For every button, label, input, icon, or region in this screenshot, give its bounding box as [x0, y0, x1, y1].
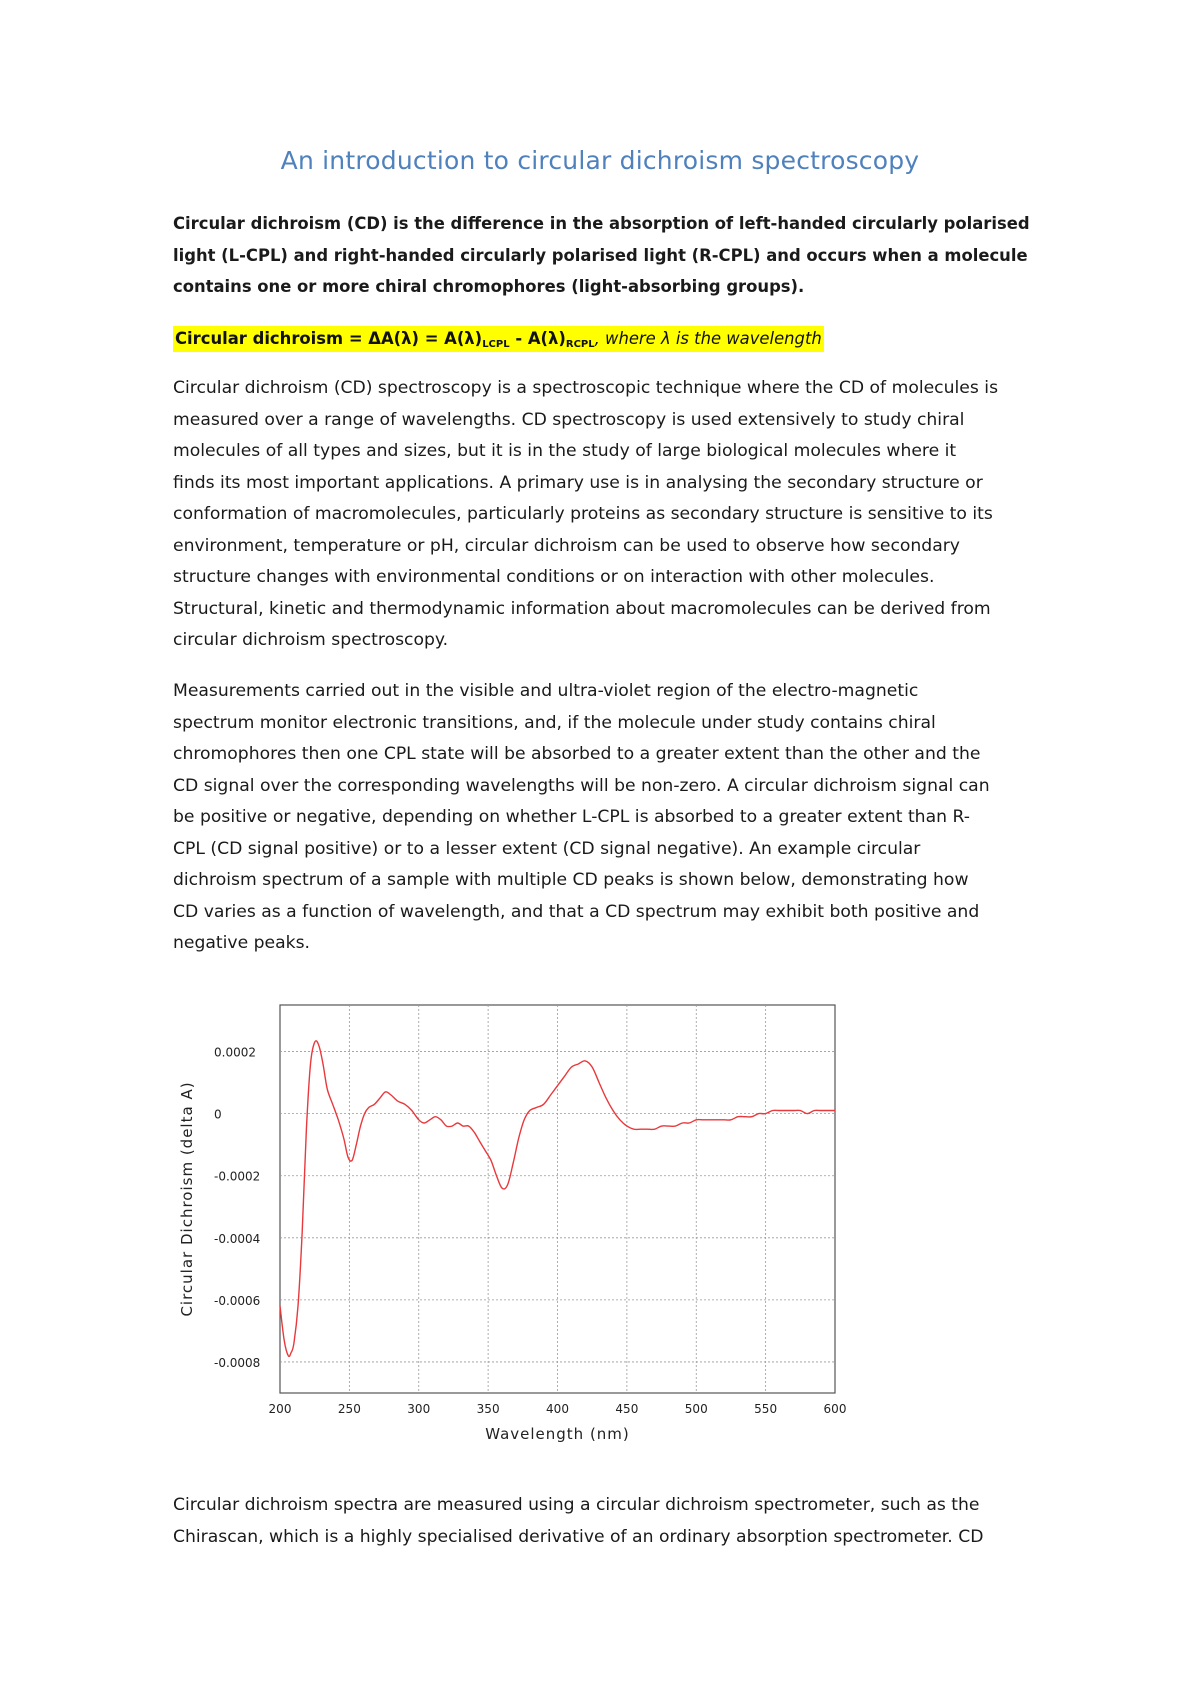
formula-sub-lcpl: LCPL [482, 339, 510, 350]
para-line: spectrum monitor electronic transitions, and, if the molecule under study contains chiral [173, 712, 936, 733]
para-line: environment, temperature or pH, circular dichroism can be used to observe how secondary [173, 535, 960, 556]
para-line: dichroism spectrum of a sample with multiple CD peaks is shown below, demonstrating how [173, 870, 969, 890]
paragraph-cd-spectroscopy [173, 373, 1053, 657]
para-line: Circular dichroism (CD) spectroscopy is a spectroscopic technique where the CD of molecules is [173, 378, 999, 398]
para-line: circular dichroism spectroscopy. [173, 630, 449, 650]
y-tick-label: -0.0004 [214, 1231, 261, 1246]
intro-paragraph [173, 208, 1053, 303]
y-tick-label: -0.0006 [214, 1293, 261, 1308]
y-tick-label: -0.0002 [214, 1169, 261, 1184]
intro-line: light (L-CPL) and right-handed circularly polarised light (R-CPL) and occurs when a molecule [173, 245, 1028, 265]
para-line: CD varies as a function of wavelength, and that a CD spectrum may exhibit both positive and [173, 901, 980, 922]
x-tick-label: 300 [407, 1402, 431, 1416]
formula-highlight [173, 326, 824, 352]
x-tick-label: 200 [268, 1402, 292, 1416]
y-tick-label: 0 [214, 1107, 222, 1122]
para-line: negative peaks. [173, 933, 311, 953]
para-line: be positive or negative, depending on whether L-CPL is absorbed to a greater extent than R- [173, 807, 970, 827]
para-line: CPL (CD signal positive) or to a lesser extent (CD signal negative). An example circular [173, 838, 921, 859]
cd-spectrum-chart [170, 985, 930, 1445]
y-axis-label: Circular Dichroism (delta A) [178, 1081, 196, 1317]
x-tick-label: 250 [337, 1402, 361, 1416]
x-tick-label: 500 [684, 1402, 708, 1416]
para-line: CD signal over the corresponding wavelengths will be non-zero. A circular dichroism signal can [173, 775, 990, 796]
para-line: Chirascan, which is a highly specialised derivative of an ordinary absorption spectrometer. CD [173, 1526, 984, 1547]
x-tick-label: 550 [754, 1402, 778, 1416]
x-tick-label: 350 [476, 1402, 500, 1416]
para-line: measured over a range of wavelengths. CD spectroscopy is used extensively to study chiral [173, 409, 965, 430]
formula-tail: , where λ is the wavelength [594, 329, 822, 348]
para-line: structure changes with environmental conditions or on interaction with other molecules. [173, 567, 935, 587]
para-line: finds its most important applications. A primary use is in analysing the secondary structure or [173, 472, 983, 493]
x-tick-label: 450 [615, 1402, 639, 1416]
para-line: molecules of all types and sizes, but it is in the study of large biological molecules where it [173, 441, 957, 461]
document-title: An introduction to circular dichroism spectroscopy [280, 146, 920, 175]
x-axis-label: Wavelength (nm) [485, 1425, 630, 1443]
intro-line: Circular dichroism (CD) is the difference in the absorption of left-handed circularly polarised [173, 214, 1030, 233]
x-tick-label: 600 [823, 1402, 847, 1416]
y-tick-label: 0.0002 [214, 1045, 256, 1060]
chart-svg [170, 985, 930, 1445]
y-tick-label: -0.0008 [214, 1355, 261, 1370]
formula-sub-rcpl: RCPL [565, 339, 595, 350]
para-line: chromophores then one CPL state will be absorbed to a greater extent than the other and the [173, 744, 981, 764]
intro-line: contains one or more chiral chromophores (light-absorbing groups). [173, 277, 805, 296]
paragraph-measurements [173, 676, 1053, 960]
para-line: Structural, kinetic and thermodynamic information about macromolecules can be derived from [173, 598, 991, 619]
paragraph-spectrometer [173, 1490, 1053, 1553]
para-line: Measurements carried out in the visible and ultra-violet region of the electro-magnetic [173, 681, 919, 701]
formula-mid: - A(λ) [509, 329, 566, 348]
formula-lhs: Circular dichroism = ΔA(λ) = A(λ) [175, 329, 483, 348]
para-line: Circular dichroism spectra are measured using a circular dichroism spectrometer, such as the [173, 1495, 980, 1515]
para-line: conformation of macromolecules, particularly proteins as secondary structure is sensitive to its [173, 504, 993, 524]
x-tick-label: 400 [546, 1402, 569, 1416]
